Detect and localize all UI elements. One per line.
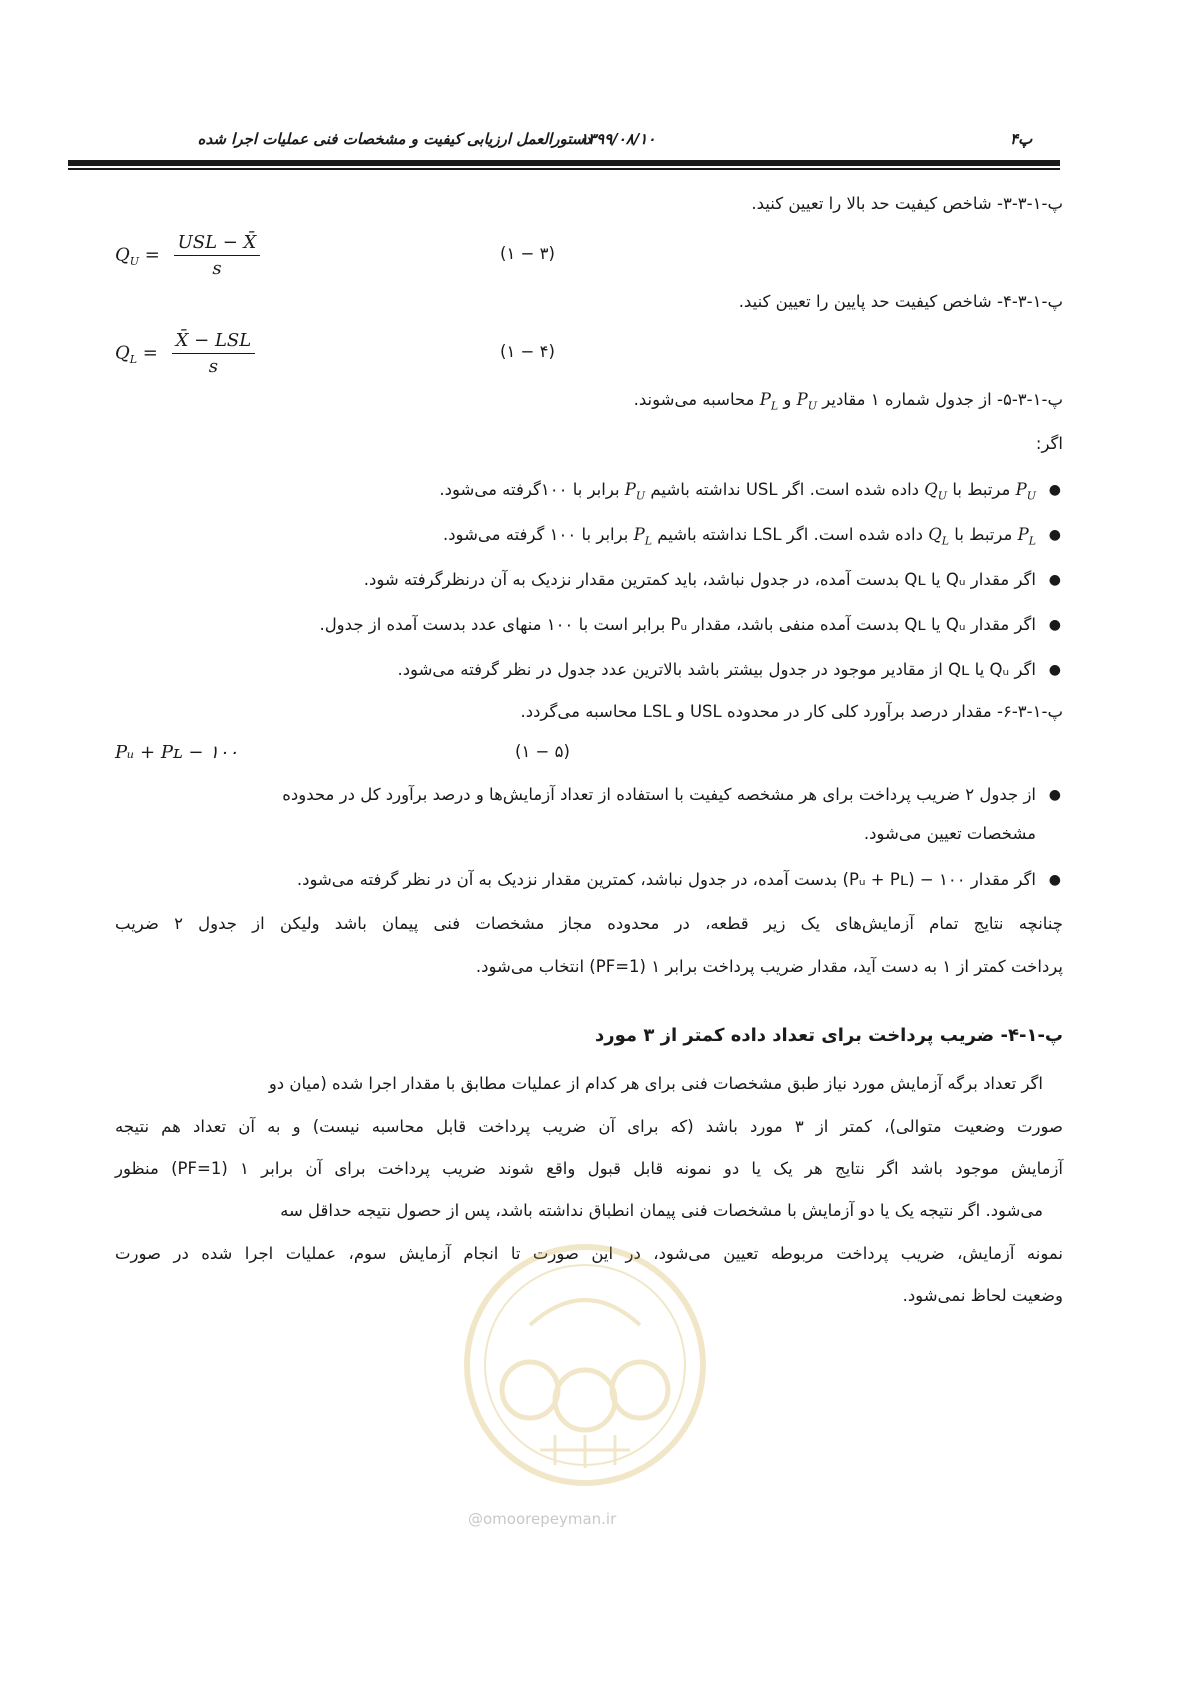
bullet-dot: ● [1048,617,1061,633]
formula-qu-denominator: s [212,258,222,279]
watermark-url: @omoorepeyman.ir [468,1510,617,1528]
section-3-6: پ-۱-۳-۶- مقدار درصد برآورد کلی کار در محدوده USL و LSL محاسبه می‌گردد. [520,702,1063,721]
header-page-number: پ۴ [1010,130,1033,148]
formula-ql: $Q_L$ = $\frac{\text{X̄ − LSL}}{s}$ [115,330,255,377]
bullet-dot: ● [1048,872,1061,888]
formula-ql-denominator: s [208,356,219,377]
section-3-4: پ-۱-۳-۴- شاخص کیفیت حد پایین را تعیین کنید. [738,292,1063,311]
header-date: ۱۳۹۹/۰۸/۱۰ [580,130,656,148]
header-rule-thick [68,160,1060,166]
formula-pu-pl: Pᵤ + Pʟ − ۱۰۰ [115,742,239,763]
bullet-table-2-line-1: از جدول ۲ ضریب پرداخت برای هر مشخصه کیفیت با استفاده از تعداد آزمایش‌ها و درصد برآورد کل در محدوده [282,785,1036,804]
bullet-dot: ● [1048,572,1061,588]
equation-number-5: (۵ − ۱) [515,742,570,761]
paragraph-4-line-2: صورت وضعیت متوالی)، کمتر از ۳ مورد باشد (که برای آن ضریب پرداخت قابل محاسبه نیست) و به آن تعداد هم نتیجه [115,1117,1063,1136]
bullet-exceeds: اگر Qᵤ یا Qʟ از مقادیر موجود در جدول بیشتر باشد بالاترین عدد جدول در نظر گرفته می‌شود. [397,660,1036,679]
paragraph-4-line-5: نمونه آزمایش، ضریب پرداخت مربوطه تعیین می‌شود، در این صورت تا انجام آزمایش سوم، عملیات اجرا شده در صورت [115,1244,1063,1263]
bullet-dot: ● [1048,662,1061,678]
bullet-100-minus: اگر مقدار ۱۰۰ − (Pᵤ + Pʟ) بدست آمده، در جدول نباشد، کمترین مقدار نزدیک به آن در نظر گرفته می‌شود. [296,870,1036,889]
bullet-not-in-table: اگر مقدار Qᵤ یا Qʟ بدست آمده، در جدول نباشد، باید کمترین مقدار نزدیک به آن درنظرگرفته شود. [363,570,1036,589]
paragraph-4-line-1: اگر تعداد برگه آزمایش مورد نیاز طبق مشخصات فنی برای هر کدام از عملیات مطابق با مقدار اجرا شده (میان دو [268,1074,1043,1093]
paragraph-4-line-3: آزمایش موجود باشد اگر نتایج هر یک یا دو نمونه قابل قبول واقع شوند ضریب پرداخت برای آن برابر ۱ (PF=1) منظور [115,1159,1063,1178]
bullet-pl: $P_L$ مرتبط با $Q_L$ داده شده است. اگر LSL نداشته باشیم $P_L$ برابر با ۱۰۰ گرفته می‌شود. [442,525,1036,548]
formula-ql-numerator: X̄ − LSL [172,330,256,354]
formula-qu-numerator: USL − X̄ [174,232,261,256]
paragraph-4-line-4: می‌شود. اگر نتیجه یک یا دو آزمایش با مشخصات فنی پیمان انطباق نداشته باشد، پس از حصول نتیجه حداقل سه [280,1201,1043,1220]
bullet-dot: ● [1048,787,1061,803]
equation-number-4: (۴ − ۱) [500,342,555,361]
equation-number-3: (۳ − ۱) [500,244,555,263]
watermark-logo [460,1240,710,1490]
formula-qu: $Q_U$ = $\frac{\text{USL − X̄}}{s}$ [115,232,260,279]
bullet-table-2-line-2: مشخصات تعیین می‌شود. [863,824,1036,843]
paragraph-4-line-6: وضعیت لحاظ نمی‌شود. [902,1286,1063,1305]
section-4-heading: پ-۱-۴- ضریب پرداخت برای تعداد داده کمتر از ۳ مورد [595,1025,1063,1046]
bullet-dot: ● [1048,527,1061,543]
bullet-negative: اگر مقدار Qᵤ یا Qʟ بدست آمده منفی باشد، مقدار Pᵤ برابر است با ۱۰۰ منهای عدد بدست آمده از جدول. [319,615,1036,634]
bullet-pu: $P_U$ مرتبط با $Q_U$ داده شده است. اگر USL نداشته باشیم $P_U$ برابر با ۱۰۰گرفته می‌شود. [439,480,1036,503]
section-3-5: پ-۱-۳-۵- از جدول شماره ۱ مقادیر $P_U$ و $P_L$ محاسبه می‌شوند. [633,390,1063,413]
header-title: دستورالعمل ارزیابی کیفیت و مشخصات فنی عملیات اجرا شده [197,130,591,148]
section-3-3: پ-۱-۳-۳- شاخص کیفیت حد بالا را تعیین کنید. [751,194,1063,213]
paragraph-pf-line-1: چنانچه نتایج تمام آزمایش‌های یک زیر قطعه، در محدوده مجاز مشخصات فنی پیمان باشد ولیکن از جدول ۲ ضریب [115,914,1063,933]
if-label: اگر: [1035,434,1063,453]
bullet-dot: ● [1048,482,1061,498]
header-rule-thin [68,168,1060,170]
paragraph-pf-line-2: پرداخت کمتر از ۱ به دست آید، مقدار ضریب پرداخت برابر ۱ (PF=1) انتخاب می‌شود. [475,957,1063,976]
